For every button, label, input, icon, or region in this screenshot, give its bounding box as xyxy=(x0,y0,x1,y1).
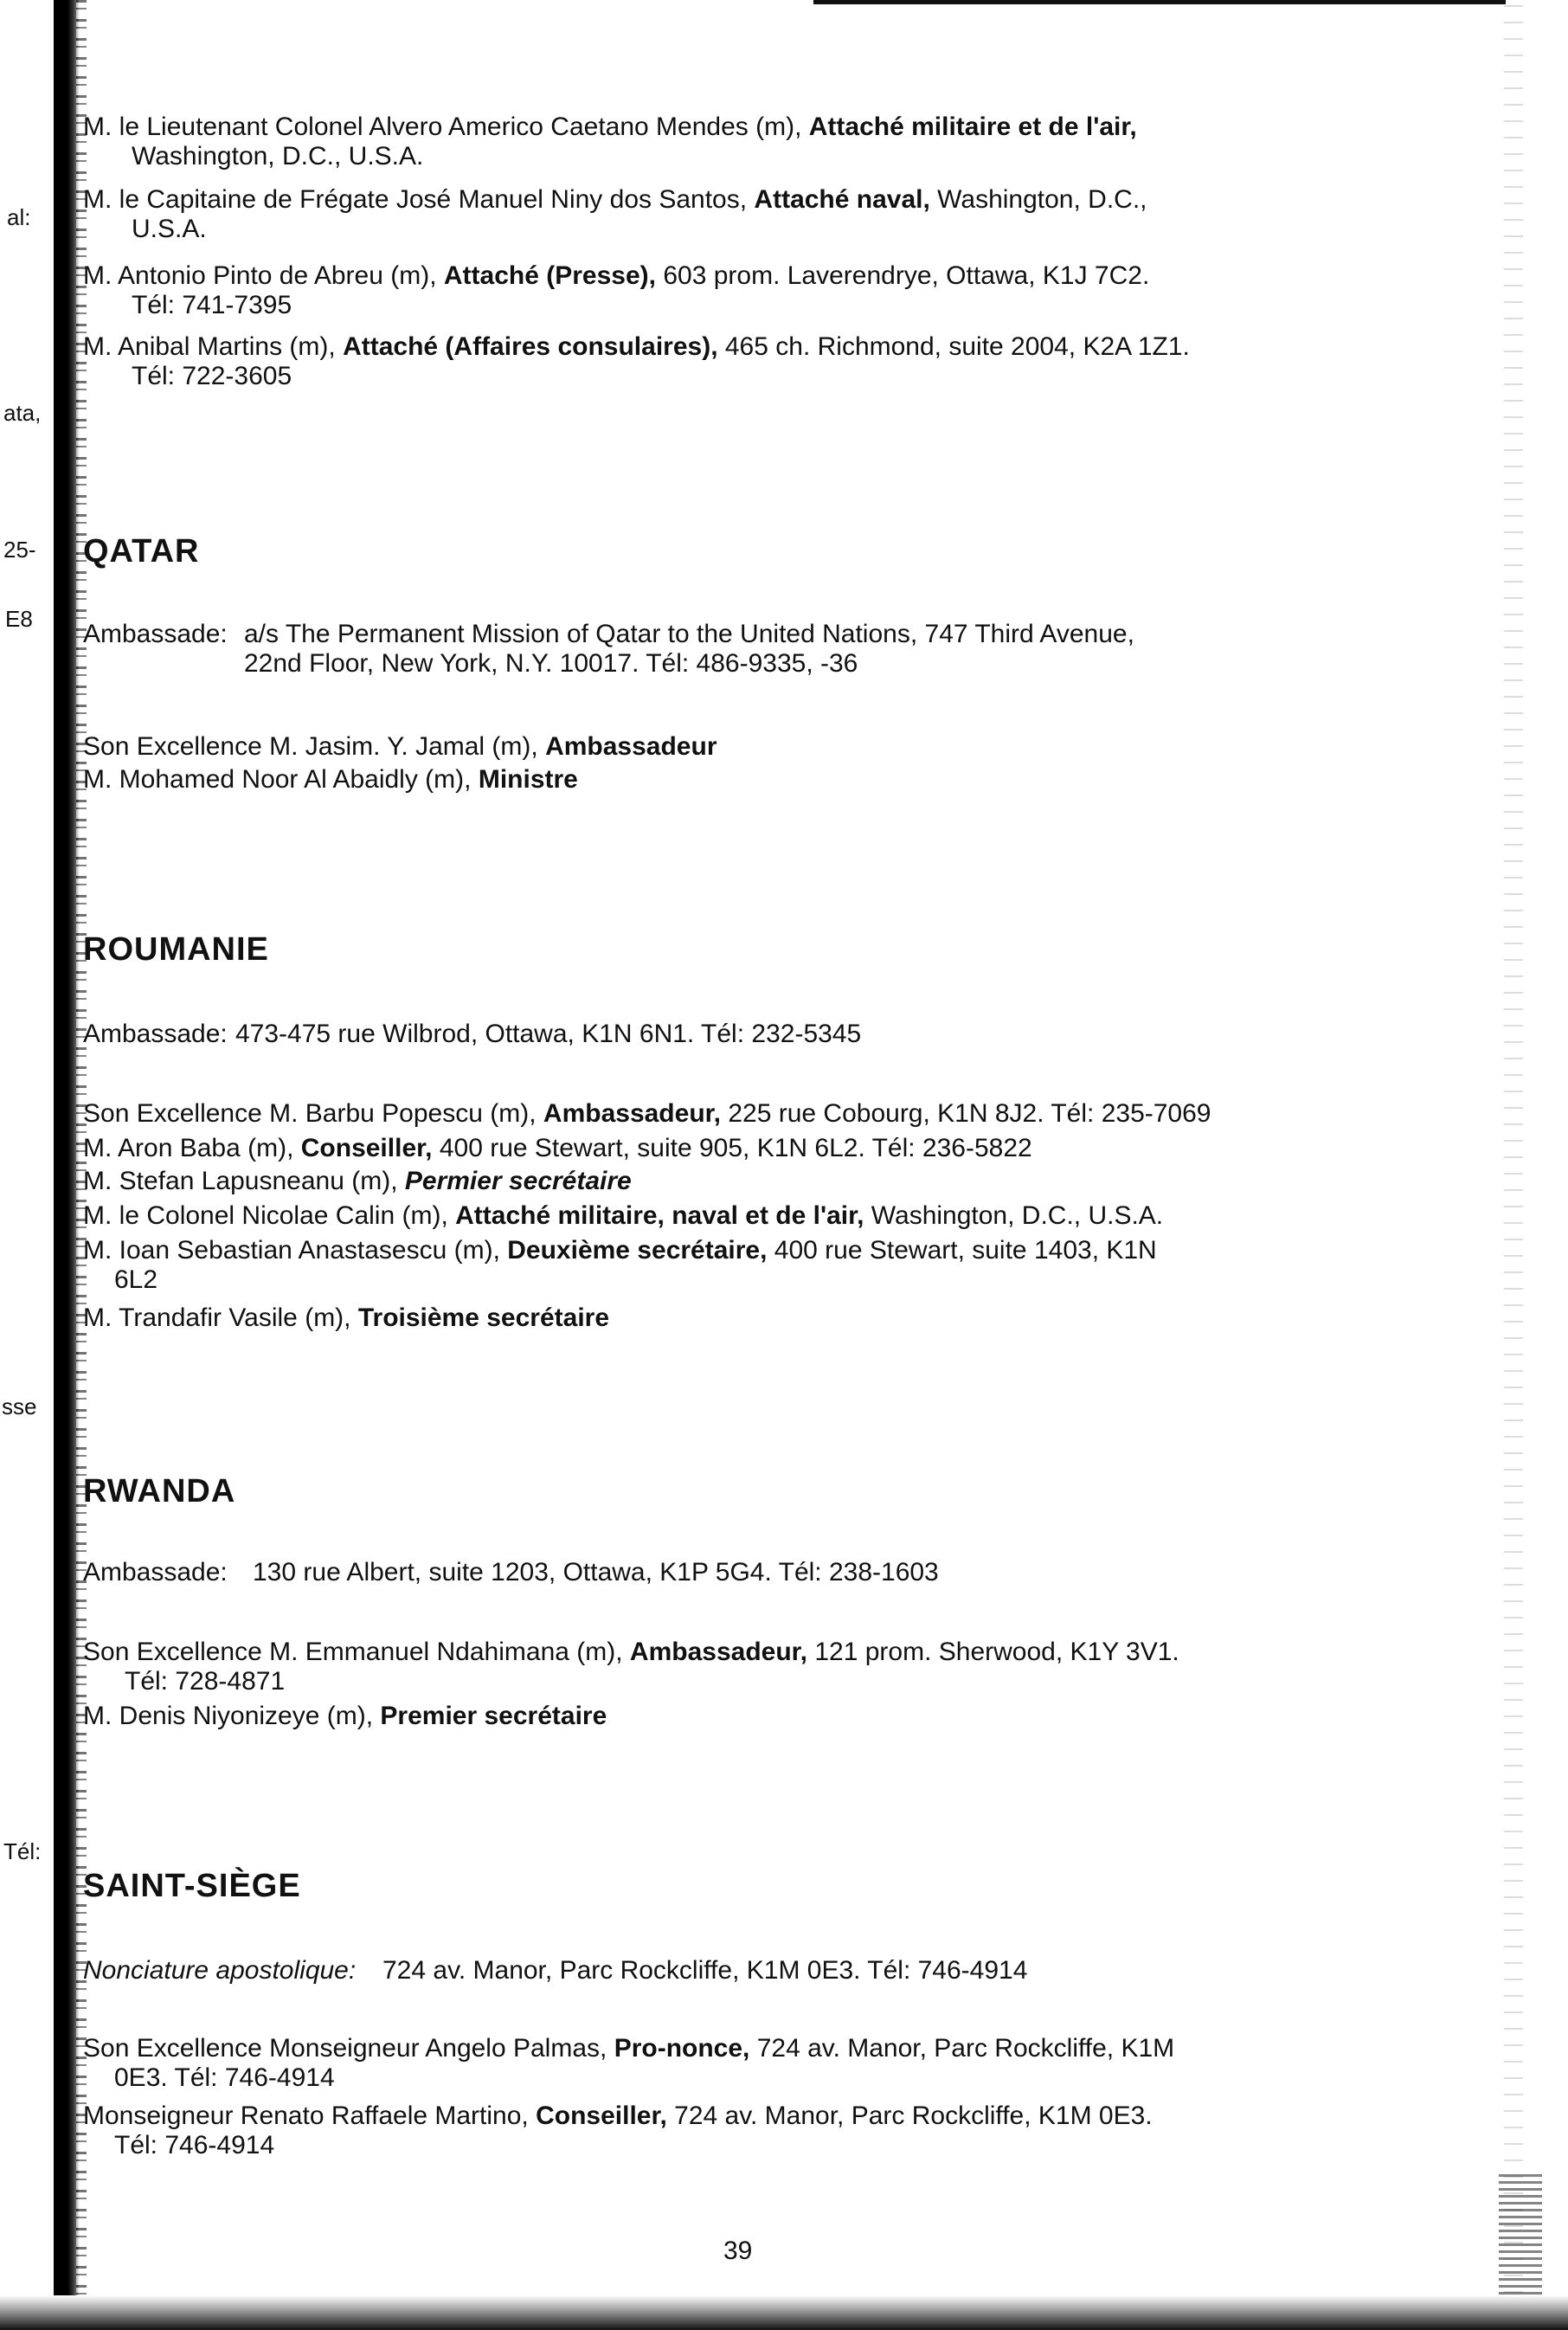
staff-name: Son Excellence Monseigneur Angelo Palmas, xyxy=(83,2034,614,2063)
staff-entry xyxy=(83,113,1468,171)
staff-address: 603 prom. Laverendrye, Ottawa, K1J 7C2. xyxy=(656,261,1150,290)
staff-name: M. Stefan Lapusneanu (m), xyxy=(83,1167,405,1195)
country-heading-saint-siege: SAINT-SIÈGE xyxy=(83,1868,301,1904)
staff-entry xyxy=(83,1236,1468,1295)
right-corner-curl xyxy=(1499,2174,1542,2295)
country-heading-roumanie: ROUMANIE xyxy=(83,931,269,968)
margin-fragment: sse xyxy=(2,1393,37,1419)
staff-address: 225 rue Cobourg, K1N 8J2. Tél: 235-7069 xyxy=(721,1099,1211,1128)
staff-address: 724 av. Manor, Parc Rockcliffe, K1M 0E3. xyxy=(666,2102,1153,2130)
embassy-block xyxy=(83,1558,1468,1587)
staff-address: U.S.A. xyxy=(132,215,207,243)
embassy-block xyxy=(83,1020,1468,1049)
staff-entry xyxy=(83,1167,1468,1196)
staff-entry xyxy=(83,732,1468,762)
staff-entry xyxy=(83,765,1468,795)
embassy-address-line: a/s The Permanent Mission of Qatar to the United Nations, 747 Third Avenue, xyxy=(244,620,1134,648)
staff-title: Permier secrétaire xyxy=(404,1167,632,1195)
staff-title: Attaché militaire, naval et de l'air, xyxy=(455,1201,864,1230)
embassy-address: 473-475 rue Wilbrod, Ottawa, K1N 6N1. Tél: 232-5345 xyxy=(235,1020,862,1048)
staff-name: M. Ioan Sebastian Anastasescu (m), xyxy=(83,1236,508,1265)
staff-name: M. le Colonel Nicolae Calin (m), xyxy=(83,1201,456,1230)
right-page-edge xyxy=(1504,0,1523,2330)
staff-title: Conseiller, xyxy=(300,1134,433,1162)
staff-entry xyxy=(83,2102,1468,2160)
staff-title: Ministre xyxy=(478,765,578,794)
margin-fragment: E8 xyxy=(5,606,33,632)
staff-name: Son Excellence M. Jasim. Y. Jamal (m), xyxy=(83,732,546,761)
staff-title: Premier secrétaire xyxy=(380,1702,607,1730)
embassy-label: Ambassade: xyxy=(83,1558,228,1587)
staff-entry xyxy=(83,1099,1468,1129)
embassy-label: Ambassade: xyxy=(83,1020,228,1048)
staff-address: Washington, D.C., U.S.A. xyxy=(864,1201,1164,1230)
staff-name: M. le Lieutenant Colonel Alvero Americo Caetano Mendes (m), xyxy=(83,113,809,141)
embassy-block xyxy=(83,1956,1468,1986)
country-heading-rwanda: RWANDA xyxy=(83,1473,236,1509)
staff-phone: Tél: 722-3605 xyxy=(132,362,292,390)
staff-entry xyxy=(83,1702,1468,1731)
margin-fragment: ata, xyxy=(3,400,42,426)
staff-title: Ambassadeur xyxy=(545,732,717,761)
staff-name: M. Antonio Pinto de Abreu (m), xyxy=(83,261,444,290)
staff-address: 465 ch. Richmond, suite 2004, K2A 1Z1. xyxy=(717,332,1190,361)
staff-name: M. Mohamed Noor Al Abaidly (m), xyxy=(83,765,479,794)
staff-title: Attaché (Presse), xyxy=(443,261,656,290)
staff-address: Washington, D.C., U.S.A. xyxy=(132,142,424,171)
margin-fragment: al: xyxy=(7,204,31,230)
staff-title: Attaché (Affaires consulaires), xyxy=(343,332,718,361)
margin-fragment: Tél: xyxy=(3,1838,42,1864)
staff-address: 400 rue Stewart, suite 905, K1N 6L2. Tél: 236-5822 xyxy=(432,1134,1032,1162)
staff-entry xyxy=(83,1638,1468,1696)
staff-address: 6L2 xyxy=(114,1265,158,1294)
embassy-label: Ambassade: xyxy=(83,620,228,648)
embassy-address: 130 rue Albert, suite 1203, Ottawa, K1P 5G4. Tél: 238-1603 xyxy=(253,1558,939,1587)
embassy-address: 724 av. Manor, Parc Rockcliffe, K1M 0E3. Tél: 746-4914 xyxy=(382,1956,1028,1985)
staff-address: 121 prom. Sherwood, K1Y 3V1. xyxy=(807,1638,1179,1666)
staff-title: Deuxième secrétaire, xyxy=(507,1236,768,1265)
staff-name: M. Denis Niyonizeye (m), xyxy=(83,1702,381,1730)
staff-entry xyxy=(83,2034,1468,2093)
staff-title: Ambassadeur, xyxy=(543,1099,721,1128)
staff-name: Son Excellence M. Emmanuel Ndahimana (m), xyxy=(83,1638,630,1666)
country-heading-qatar: QATAR xyxy=(83,533,200,570)
staff-title: Conseiller, xyxy=(536,2102,667,2130)
staff-phone: Tél: 741-7395 xyxy=(132,291,292,319)
directory-page xyxy=(83,0,1502,2330)
staff-address: 724 av. Manor, Parc Rockcliffe, K1M xyxy=(749,2034,1175,2063)
staff-address: 400 rue Stewart, suite 1403, K1N xyxy=(767,1236,1157,1265)
margin-fragment: 25- xyxy=(3,537,36,563)
staff-entry xyxy=(83,1201,1468,1231)
staff-title: Attaché militaire et de l'air, xyxy=(808,113,1137,141)
embassy-block xyxy=(83,620,1468,679)
staff-name: M. Anibal Martins (m), xyxy=(83,332,344,361)
staff-title: Pro-nonce, xyxy=(614,2034,750,2063)
staff-name: M. Trandafir Vasile (m), xyxy=(83,1303,358,1332)
staff-entry xyxy=(83,332,1468,391)
staff-name: Monseigneur Renato Raffaele Martino, xyxy=(83,2102,537,2130)
staff-entry xyxy=(83,1303,1468,1333)
staff-title: Attaché naval, xyxy=(754,185,930,214)
staff-entry xyxy=(83,261,1468,320)
staff-phone: Tél: 746-4914 xyxy=(114,2131,275,2159)
staff-title: Ambassadeur, xyxy=(629,1638,808,1666)
staff-address: Washington, D.C., xyxy=(929,185,1147,214)
page-number: 39 xyxy=(723,2237,753,2265)
staff-name: Son Excellence M. Barbu Popescu (m), xyxy=(83,1099,543,1128)
embassy-address xyxy=(244,620,1134,679)
staff-phone: Tél: 728-4871 xyxy=(125,1667,286,1696)
staff-title: Troisième secrétaire xyxy=(357,1303,610,1332)
embassy-address-line: 22nd Floor, New York, N.Y. 10017. Tél: 486-9335, -36 xyxy=(244,649,858,678)
staff-address: 0E3. Tél: 746-4914 xyxy=(114,2063,335,2092)
staff-name: M. Aron Baba (m), xyxy=(83,1134,301,1162)
embassy-label: Nonciature apostolique: xyxy=(83,1956,357,1985)
staff-entry xyxy=(83,185,1468,244)
staff-entry xyxy=(83,1134,1468,1163)
staff-name: M. le Capitaine de Frégate José Manuel Niny dos Santos, xyxy=(83,185,755,214)
